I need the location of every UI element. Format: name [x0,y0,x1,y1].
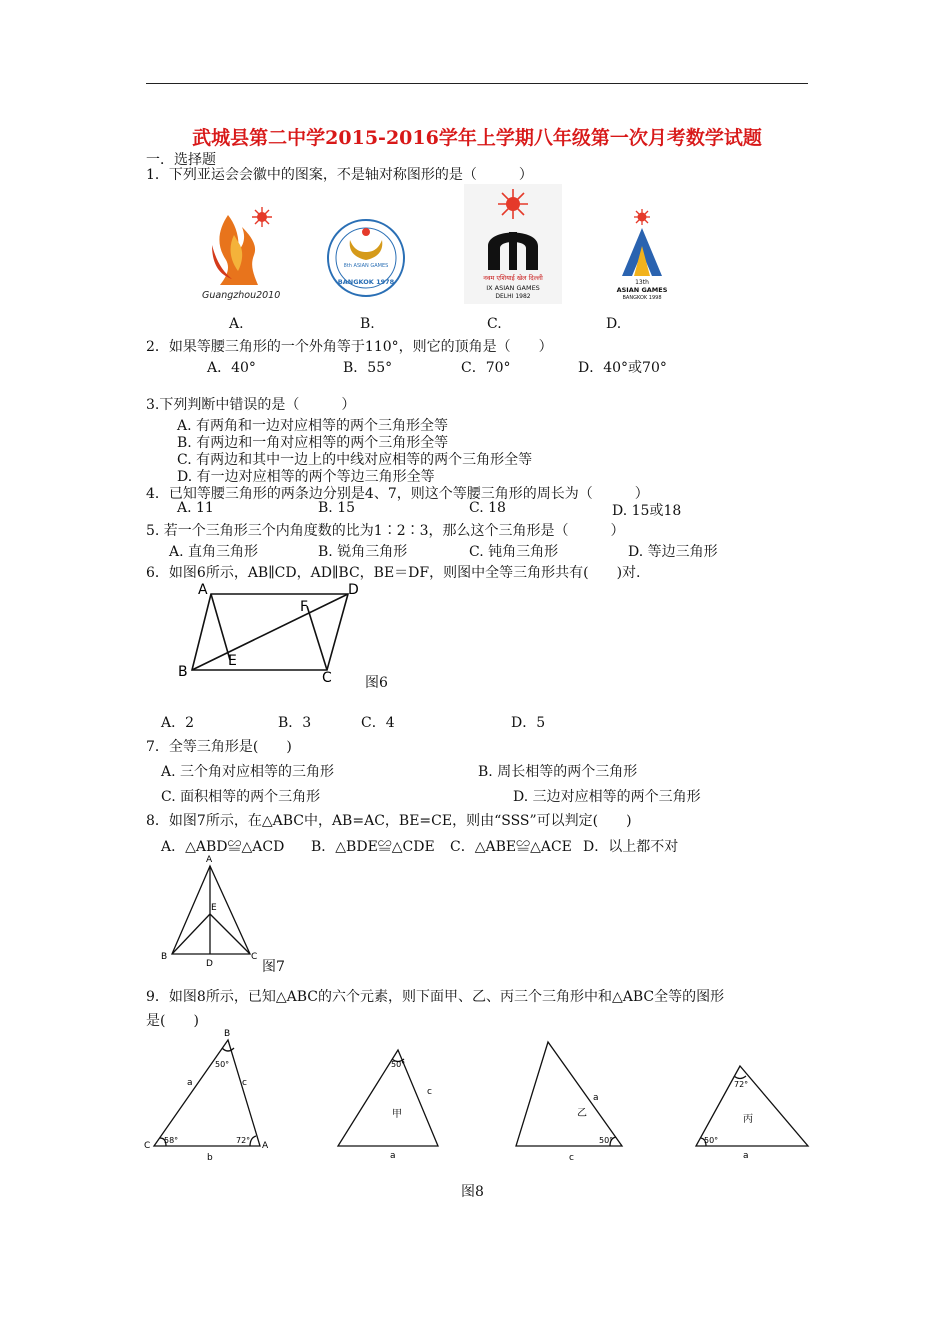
logo-bangkok-1998 [606,208,678,304]
page-title: 武城县第二中学2015-2016学年上学期八年级第一次月考数学试题 [192,127,762,149]
fig8-caption: 图8 [461,1184,484,1200]
fig8-abc-angle-b: 50° [215,1060,230,1069]
question-2-stem: 2．如果等腰三角形的一个外角等于110°，则它的顶角是（ ） [146,339,553,355]
logo-c-en1: IX ASIAN GAMES [486,284,540,292]
fig8-bing-label: 丙 [743,1114,753,1125]
fig8-yi-angle: 50° [599,1136,614,1145]
q7-option-d: D. 三边对应相等的两个三角形 [513,789,701,805]
q2-option-b: B．55° [343,360,393,376]
fig8-abc-side-b: b [207,1153,213,1163]
question-9-stem-line1: 9．如图8所示，已知△ABC的六个元素，则下面甲、乙、丙三个三角形中和△ABC全等的图形 [146,989,725,1005]
fig8-abc-angle-a: 72° [236,1136,251,1145]
q6-option-c: C．4 [361,715,395,731]
question-3-stem: 3.下列判断中错误的是（ ） [146,397,356,413]
q2-option-a: A．40° [207,360,256,376]
fig6-point-b: B [178,664,188,680]
figure-6 [170,580,370,685]
fig6-point-a: A [198,582,208,598]
section-heading: 一．选择题 [146,152,216,168]
fig7-point-b: B [161,952,168,962]
logo-d-line1: 13th [635,279,649,286]
q3-option-b: B. 有两边和一角对应相等的两个三角形全等 [177,435,449,451]
fig6-caption: 图6 [365,675,388,691]
q2-option-d: D．40°或70° [578,360,667,376]
logo-d-line3: BANGKOK 1998 [622,295,662,301]
fig7-point-d: D [206,959,213,969]
q8-option-d: D．以上都不对 [583,839,679,855]
q5-option-d: D. 等边三角形 [628,544,718,560]
q7-option-c: C. 面积相等的两个三角形 [161,789,321,805]
fig6-point-d: D [348,582,359,598]
logo-c-hindi: नवम एशियाई खेल दिल्ली [483,274,543,282]
question-8-stem: 8．如图7所示，在△ABC中，AB=AC，BE=CE，则由“SSS”可以判定( ) [146,813,632,829]
q1-label-b: B. [360,316,375,332]
q4-option-b: B. 15 [318,500,356,516]
q1-label-c: C. [487,316,502,332]
logo-guangzhou-2010 [198,205,290,305]
logo-b-top: 8th ASIAN GAMES [343,263,389,269]
question-9-stem-line2: 是( ) [146,1013,199,1029]
question-7-stem: 7．全等三角形是( ) [146,739,292,755]
q5-option-c: C. 钝角三角形 [469,544,559,560]
logo-bangkok-1978 [326,218,406,298]
fig7-point-a: A [206,855,213,865]
fig8-yi-side-c: c [569,1153,574,1163]
q6-option-d: D．5 [511,715,546,731]
q8-option-a: A．△ABD≌△ACD [161,839,285,855]
fig8-bing-side-a: a [743,1151,749,1161]
fig7-caption: 图7 [262,959,285,975]
q6-option-b: B．3 [278,715,312,731]
logo-c-en2: DELHI 1982 [495,293,531,300]
q1-label-d: D. [606,316,622,332]
fig8-abc-side-a: a [187,1078,193,1088]
q7-option-b: B. 周长相等的两个三角形 [478,764,638,780]
fig6-point-e: E [228,653,237,669]
fig8-jia-side-a: a [390,1151,396,1161]
question-4-stem: 4．已知等腰三角形的两条边分别是4、7，则这个等腰三角形的周长为（ ） [146,486,649,502]
q4-option-a: A. 11 [177,500,214,516]
fig8-abc-side-c: c [242,1078,247,1088]
fig6-point-c: C [322,670,332,685]
logo-b-bottom: BANGKOK 1978 [337,278,395,286]
logo-d-line2: ASIAN GAMES [616,286,668,294]
fig6-point-f: F [300,599,309,615]
q6-option-a: A．2 [161,715,195,731]
question-1-stem: 1．下列亚运会会徽中的图案，不是轴对称图形的是（ ） [146,167,533,183]
q5-option-b: B. 锐角三角形 [318,544,408,560]
q3-option-d: D. 有一边对应相等的两个等边三角形全等 [177,469,435,485]
q8-option-b: B．△BDE≌△CDE [311,839,435,855]
q1-label-a: A. [229,316,244,332]
figure-7 [158,852,268,972]
q3-option-a: A. 有两角和一边对应相等的两个三角形全等 [177,418,449,434]
header-rule [146,83,808,84]
fig8-abc-angle-c: 58° [164,1136,179,1145]
logo-a-caption: Guangzhou2010 [202,290,281,301]
q8-option-c: C．△ABE≌△ACE [450,839,572,855]
logo-delhi-1982 [464,184,562,304]
q7-option-a: A. 三个角对应相等的三角形 [161,764,335,780]
question-5-stem: 5. 若一个三角形三个内角度数的比为1∶2∶3，那么这个三角形是（ ） [146,523,625,539]
fig8-abc-point-b: B [224,1029,231,1039]
figure-8 [140,1026,820,1166]
fig8-bing-angle-top: 72° [734,1080,749,1089]
q2-option-c: C．70° [461,360,511,376]
fig8-jia-angle: 50° [391,1060,406,1069]
fig8-abc-point-a: A [262,1141,269,1151]
q5-option-a: A. 直角三角形 [169,544,259,560]
fig8-yi-side-a: a [593,1093,599,1103]
q4-option-d: D. 15或18 [612,503,682,519]
fig7-point-e: E [211,903,217,913]
q3-option-c: C. 有两边和其中一边上的中线对应相等的两个三角形全等 [177,452,533,468]
fig8-jia-label: 甲 [392,1109,402,1120]
fig8-yi-label: 乙 [577,1108,587,1119]
fig8-bing-angle-left: 50° [704,1136,719,1145]
fig7-point-c: C [251,952,258,962]
fig8-jia-side-c: c [427,1087,432,1097]
q4-option-c: C. 18 [469,500,506,516]
fig8-abc-point-c: C [144,1141,151,1151]
question-6-stem: 6．如图6所示，AB∥CD，AD∥BC，BE＝DF，则图中全等三角形共有( )对. [146,565,641,581]
